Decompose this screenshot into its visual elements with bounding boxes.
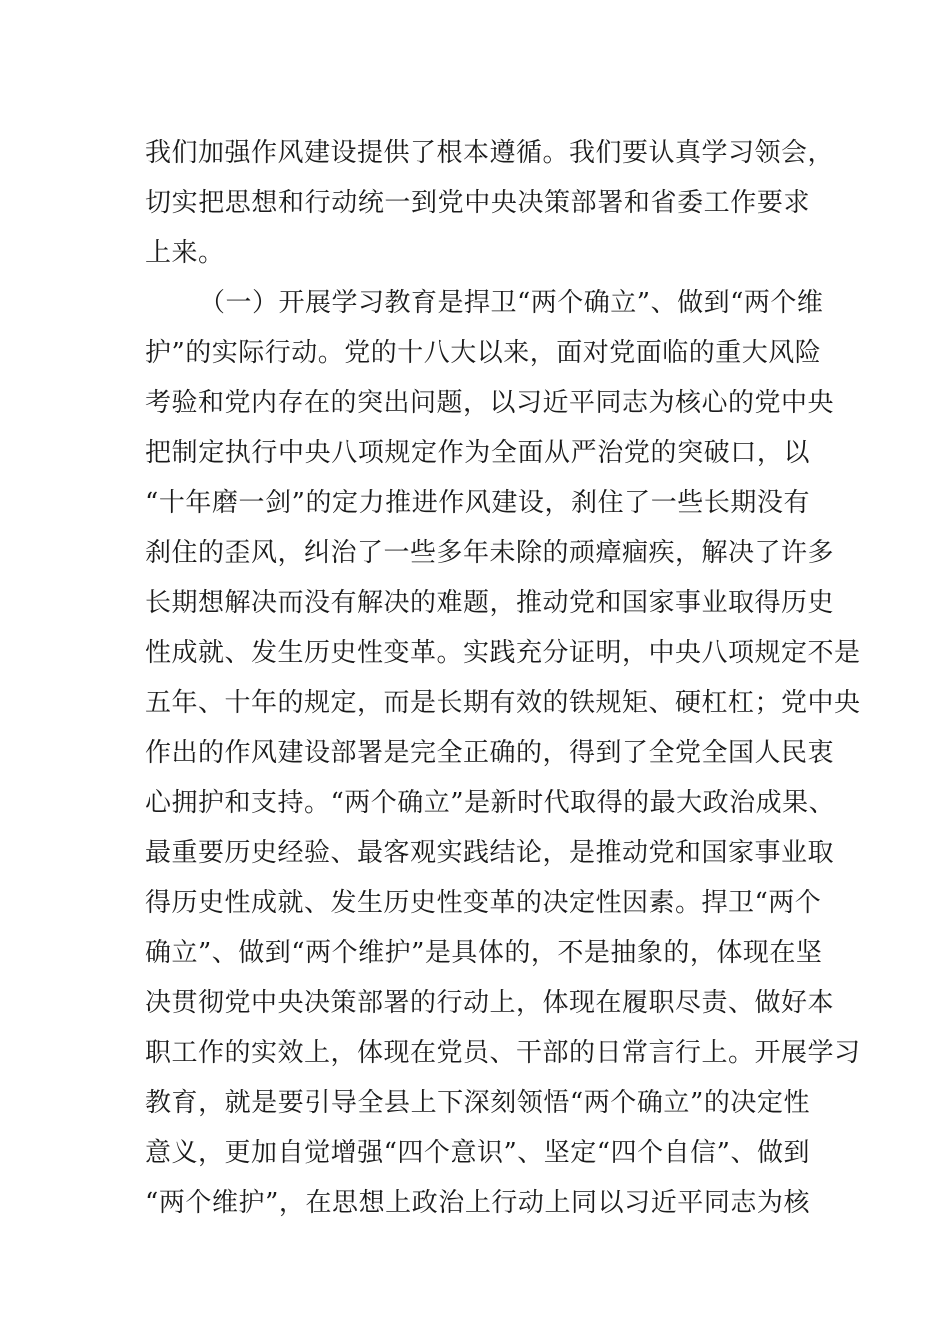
text-line: 五年、十年的规定，而是长期有效的铁规矩、硬杠杠；党中央 <box>145 688 861 718</box>
text-line: 考验和党内存在的突出问题，以习近平同志为核心的党中央 <box>145 388 835 418</box>
text-line: 最重要历史经验、最客观实践结论，是推动党和国家事业取 <box>145 838 835 868</box>
section-heading-line: （一）开展学习教育是捍卫“两个确立”、做到“两个维 <box>199 288 824 318</box>
text-line: 长期想解决而没有解决的难题，推动党和国家事业取得历史 <box>145 588 835 618</box>
text-line: “两个维护”，在思想上政治上行动上同以习近平同志为核 <box>145 1188 810 1218</box>
text-line: 把制定执行中央八项规定作为全面从严治党的突破口，以 <box>145 438 810 468</box>
text-line: 上来。 <box>145 238 225 268</box>
text-line: 得历史性成就、发生历史性变革的决定性因素。捍卫“两个 <box>145 888 822 918</box>
text-line: 决贯彻党中央决策部署的行动上，体现在履职尽责、做好本 <box>145 988 835 1018</box>
text-line: 意义，更加自觉增强“四个意识”、坚定“四个自信”、做到 <box>145 1138 810 1168</box>
text-line: 确立”、做到“两个维护”是具体的，不是抽象的，体现在坚 <box>145 938 823 968</box>
text-line: 切实把思想和行动统一到党中央决策部署和省委工作要求 <box>145 188 810 218</box>
text-line: 刹住的歪风，纠治了一些多年未除的顽瘴痼疾，解决了许多 <box>145 538 835 568</box>
text-line: 性成就、发生历史性变革。实践充分证明，中央八项规定不是 <box>145 638 861 668</box>
text-line: 教育，就是要引导全县上下深刻领悟“两个确立”的决定性 <box>145 1088 810 1118</box>
text-line: 作出的作风建设部署是完全正确的，得到了全党全国人民衷 <box>145 738 835 768</box>
text-line: 心拥护和支持。“两个确立”是新时代取得的最大政治成果、 <box>145 788 836 818</box>
text-line: 护”的实际行动。党的十八大以来，面对党面临的重大风险 <box>145 338 822 368</box>
body-text <box>145 128 861 1228</box>
text-line: 我们加强作风建设提供了根本遵循。我们要认真学习领会， <box>145 138 835 168</box>
text-line: 职工作的实效上，体现在党员、干部的日常言行上。开展学习 <box>145 1038 861 1068</box>
text-line: “十年磨一剑”的定力推进作风建设，刹住了一些长期没有 <box>145 488 810 518</box>
